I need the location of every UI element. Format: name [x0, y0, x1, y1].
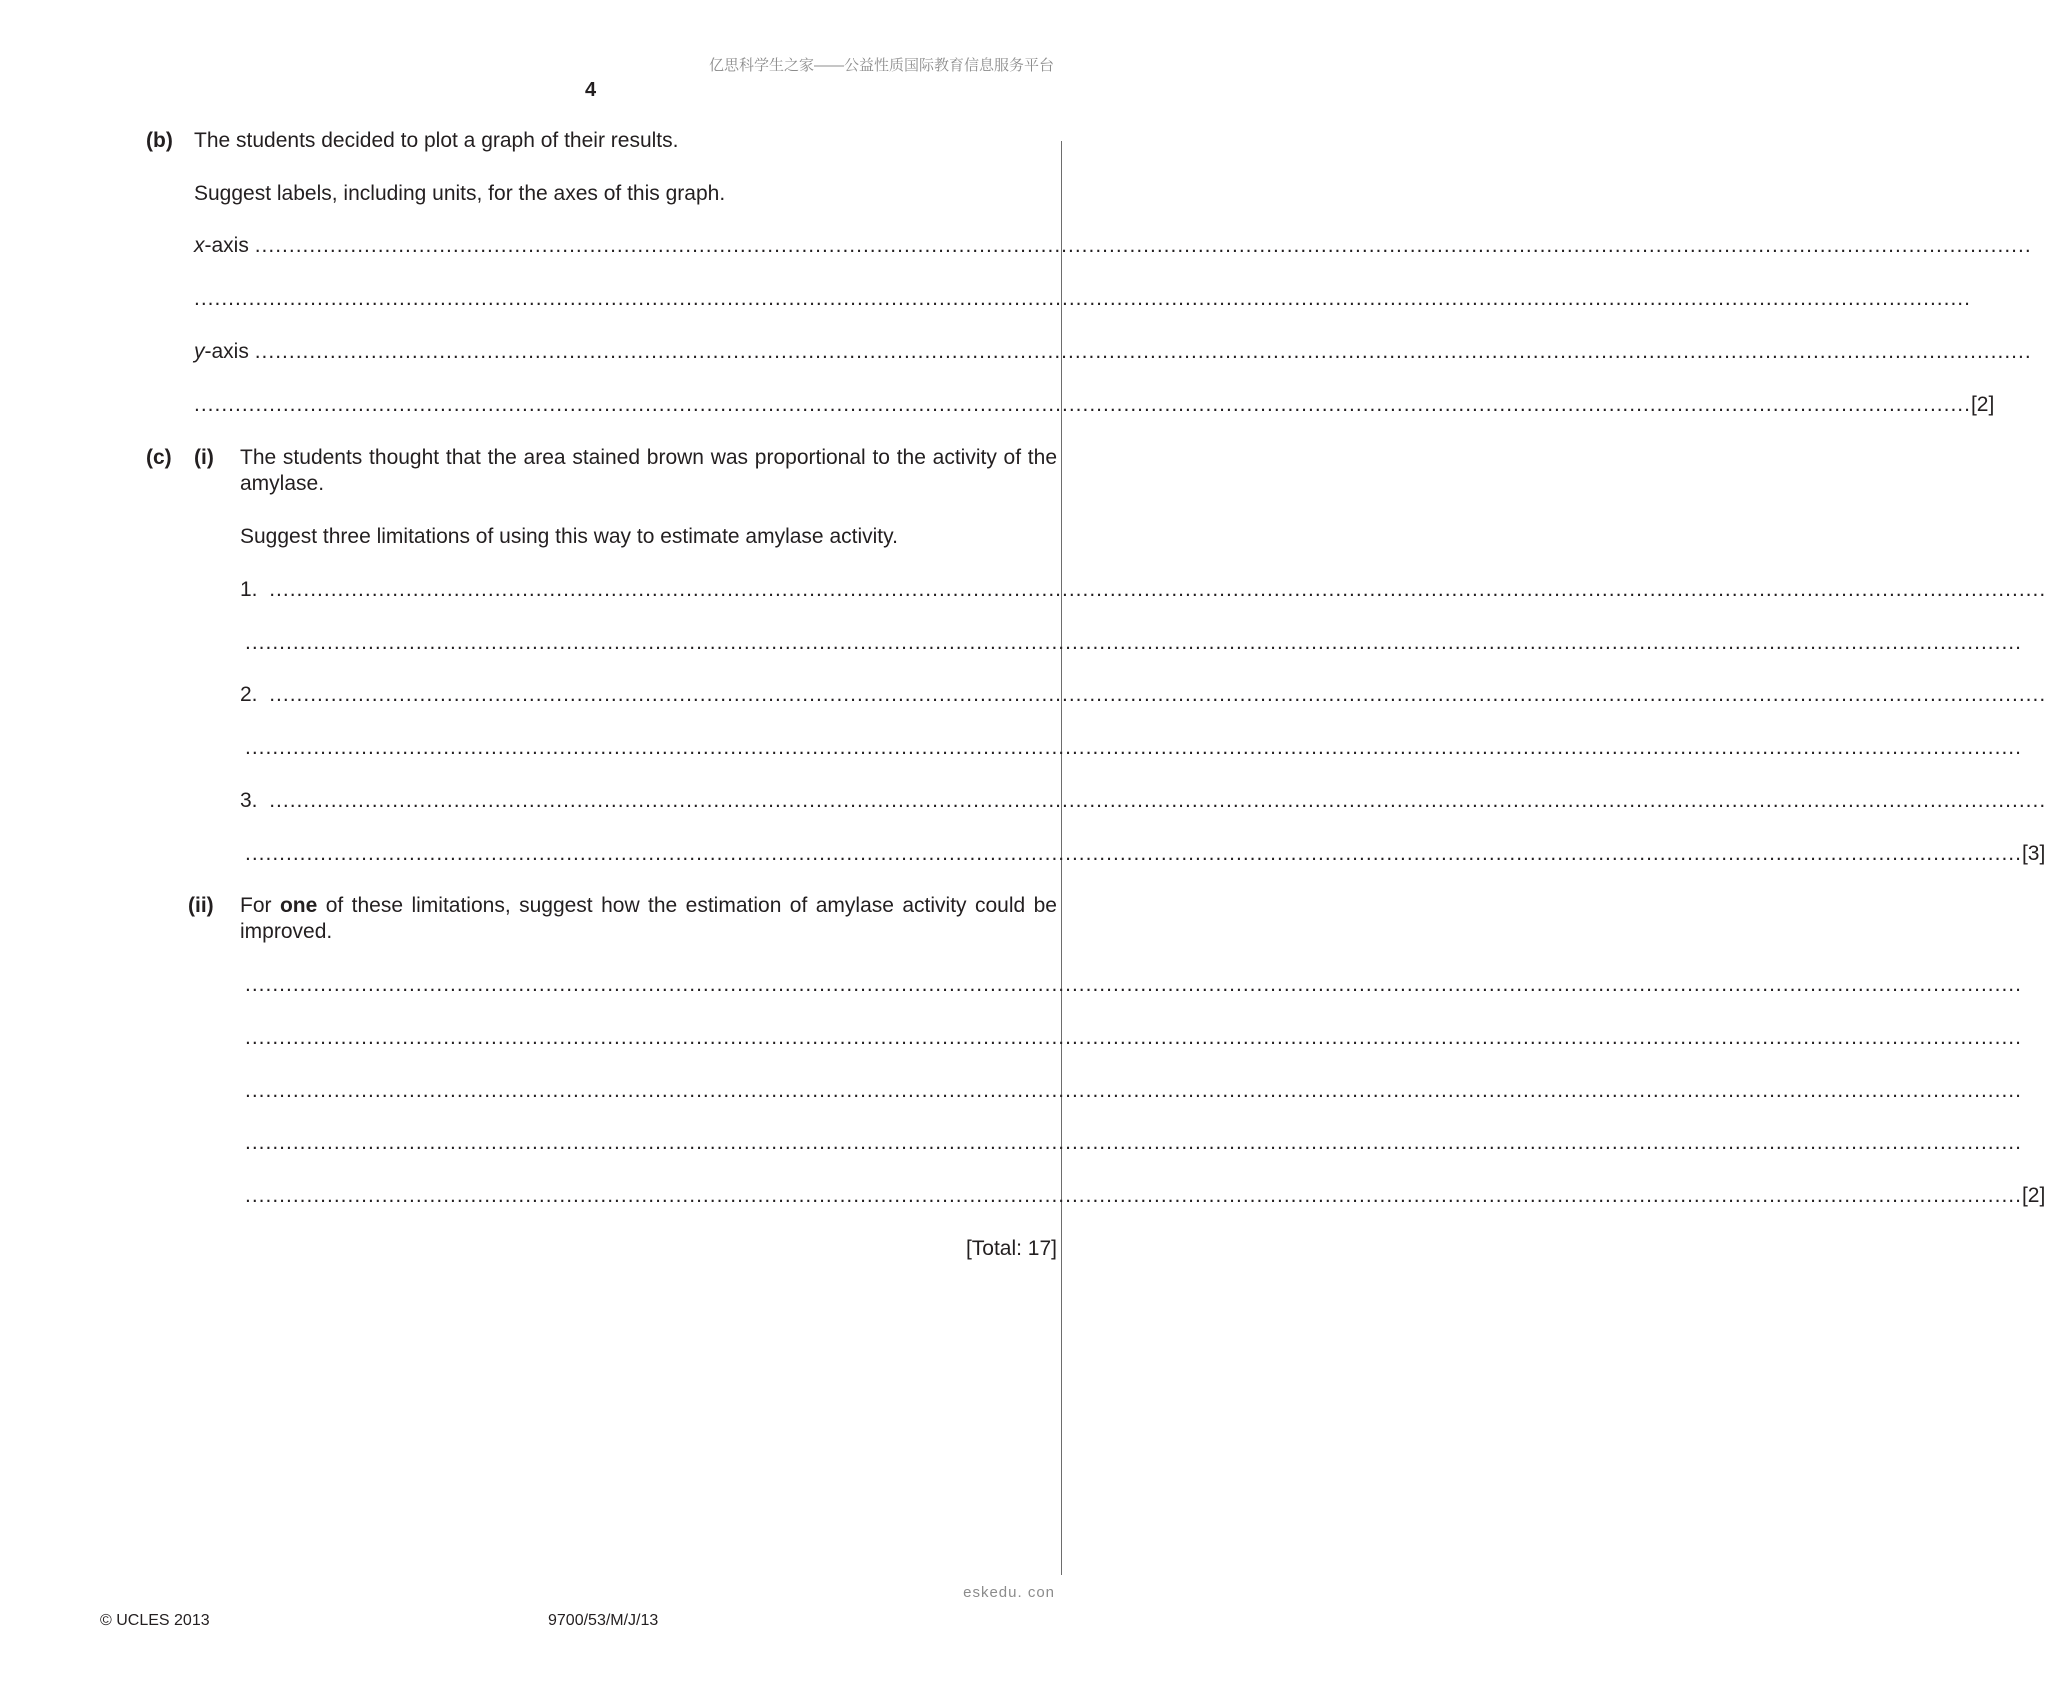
answer-dots: .................................................................................................................................................................................................................................................................... [245, 1131, 2022, 1154]
answer-dots: .................................................................................................................................................................................................................................................................... [269, 789, 2046, 812]
y-axis-answer-line-2[interactable] [194, 392, 1995, 418]
footer-site: eskedu. con [963, 1584, 1055, 1601]
answer-dots: .................................................................................................................................................................................................................................................................... [254, 340, 2032, 363]
improvement-line-1[interactable] [245, 972, 2022, 998]
limitation-1-line-2[interactable] [245, 630, 2022, 656]
answer-dots: .................................................................................................................................................................................................................................................................... [245, 1079, 2022, 1102]
answer-dots: .................................................................................................................................................................................................................................................................... [269, 578, 2046, 601]
x-axis-variable: x [194, 234, 205, 257]
limitation-2-line[interactable] [240, 682, 2046, 708]
answer-dots: .................................................................................................................................................................................................................................................................... [245, 973, 2022, 996]
limitation-number: 2. [240, 683, 258, 706]
answer-dots: .................................................................................................................................................................................................................................................................... [245, 736, 2022, 759]
answer-dots: .................................................................................................................................................................................................................................................................... [194, 393, 1971, 416]
limitation-1-line[interactable] [240, 577, 2046, 603]
header-watermark: 亿思科学生之家——公益性质国际教育信息服务平台 [708, 57, 1054, 74]
part-b-intro: The students decided to plot a graph of their results. [194, 129, 679, 152]
total-marks: [Total: 17] [965, 1237, 1057, 1260]
answer-dots: .................................................................................................................................................................................................................................................................... [245, 842, 2022, 865]
improvement-line-3[interactable] [245, 1078, 2022, 1104]
part-b-marks: [2] [1970, 393, 1995, 416]
x-axis-answer-line-2[interactable] [194, 286, 1971, 312]
part-c-i-text: The students thought that the area stained brown was proportional to the activity of the amylase. [240, 446, 1057, 495]
answer-dots: .................................................................................................................................................................................................................................................................... [269, 683, 2046, 706]
answer-dots: .................................................................................................................................................................................................................................................................... [254, 234, 2032, 257]
part-b-instruction: Suggest labels, including units, for the axes of this graph. [194, 182, 726, 205]
improvement-line-2[interactable] [245, 1025, 2022, 1051]
y-axis-answer-line[interactable] [194, 339, 2032, 365]
improvement-line-5[interactable] [245, 1183, 2046, 1209]
footer-code: 9700/53/M/J/13 [548, 1612, 659, 1629]
y-axis-variable: y [194, 340, 205, 363]
part-c-i-marks: [3] [2021, 842, 2046, 865]
answer-dots: .................................................................................................................................................................................................................................................................... [245, 631, 2022, 654]
emphasis-one: one [279, 894, 318, 917]
answer-dots: .................................................................................................................................................................................................................................................................... [194, 287, 1971, 310]
limitation-number: 1. [240, 578, 258, 601]
page-number: 4 [585, 79, 597, 101]
part-c-label: (c) [146, 446, 172, 469]
part-b-label: (b) [146, 129, 173, 152]
limitation-number: 3. [240, 789, 258, 812]
x-axis-answer-line[interactable] [194, 233, 2032, 259]
part-c-ii-marks: [2] [2021, 1184, 2046, 1207]
y-axis-suffix: -axis [204, 340, 249, 363]
answer-dots: .................................................................................................................................................................................................................................................................... [245, 1026, 2022, 1049]
x-axis-suffix: -axis [204, 234, 249, 257]
part-c-i-instruction: Suggest three limitations of using this way to estimate amylase activity. [240, 525, 898, 548]
limitation-3-line-2[interactable] [245, 841, 2046, 867]
improvement-line-4[interactable] [245, 1130, 2022, 1156]
limitation-3-line[interactable] [240, 788, 2046, 814]
part-c-ii-text: For one of these limitations, suggest how the estimation of amylase activity could be improved. [240, 894, 1057, 943]
answer-dots: .................................................................................................................................................................................................................................................................... [245, 1184, 2022, 1207]
footer-copyright: © UCLES 2013 [100, 1612, 210, 1629]
part-c-ii-label: (ii) [188, 894, 214, 917]
limitation-2-line-2[interactable] [245, 735, 2022, 761]
part-c-i-label: (i) [194, 446, 214, 469]
